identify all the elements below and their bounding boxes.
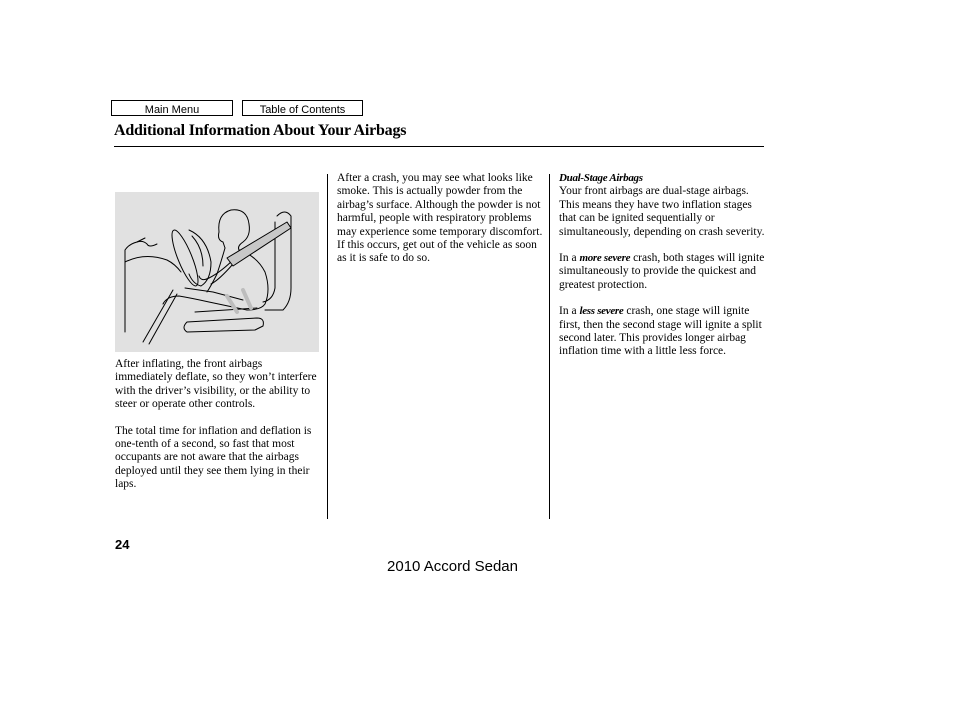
footer-title: 2010 Accord Sedan [387,558,518,575]
page-title: Additional Information About Your Airbags [114,122,407,139]
text-run: In a [559,252,577,265]
paragraph: Your front airbags are dual-stage airbags. This means they have two inflation stages that can be ignited sequentially or simultaneously, depending on crash severity. [559,185,765,238]
text-run: In a [559,305,577,318]
column-2-text [337,172,543,266]
main-menu-button[interactable]: Main Menu [111,100,233,116]
title-divider [114,146,764,147]
page-number: 24 [115,537,130,552]
airbag-deployment-illustration [115,192,319,352]
paragraph: After inflating, the front airbags immediately deflate, so they won’t interfere with the driver’s visibility, or the ability to steer or operate other controls. [115,358,317,411]
paragraph [559,305,765,359]
text-run: crash, one stage will ignite first, then the second stage will ignite a split second later. This provides longer airbag inflation time with a little less force. [559,305,762,358]
paragraph: After a crash, you may see what looks like smoke. This is actually powder from the airbag’s surface. Although the powder is not harmful, people with respiratory problems may experience some temporary discomfort. If this occurs, get out of the vehicle as soon as it is safe to do so. [337,172,543,265]
paragraph [559,252,765,292]
paragraph: The total time for inflation and deflation is one-tenth of a second, so fast that most occupants are not aware that the airbags deployed until they see them lying in their laps. [115,424,312,491]
column-divider [327,174,328,519]
section-heading: Dual-Stage Airbags [559,172,643,184]
column-1-text [115,358,321,492]
column-divider [549,174,550,519]
column-3-text [559,172,765,359]
text-run: crash, both stages will ignite simultaneously to provide the quickest and greatest protection. [559,252,765,291]
emphasis-text: more severe [579,252,631,265]
table-of-contents-button[interactable]: Table of Contents [242,100,363,116]
emphasis-text: less severe [579,305,624,318]
